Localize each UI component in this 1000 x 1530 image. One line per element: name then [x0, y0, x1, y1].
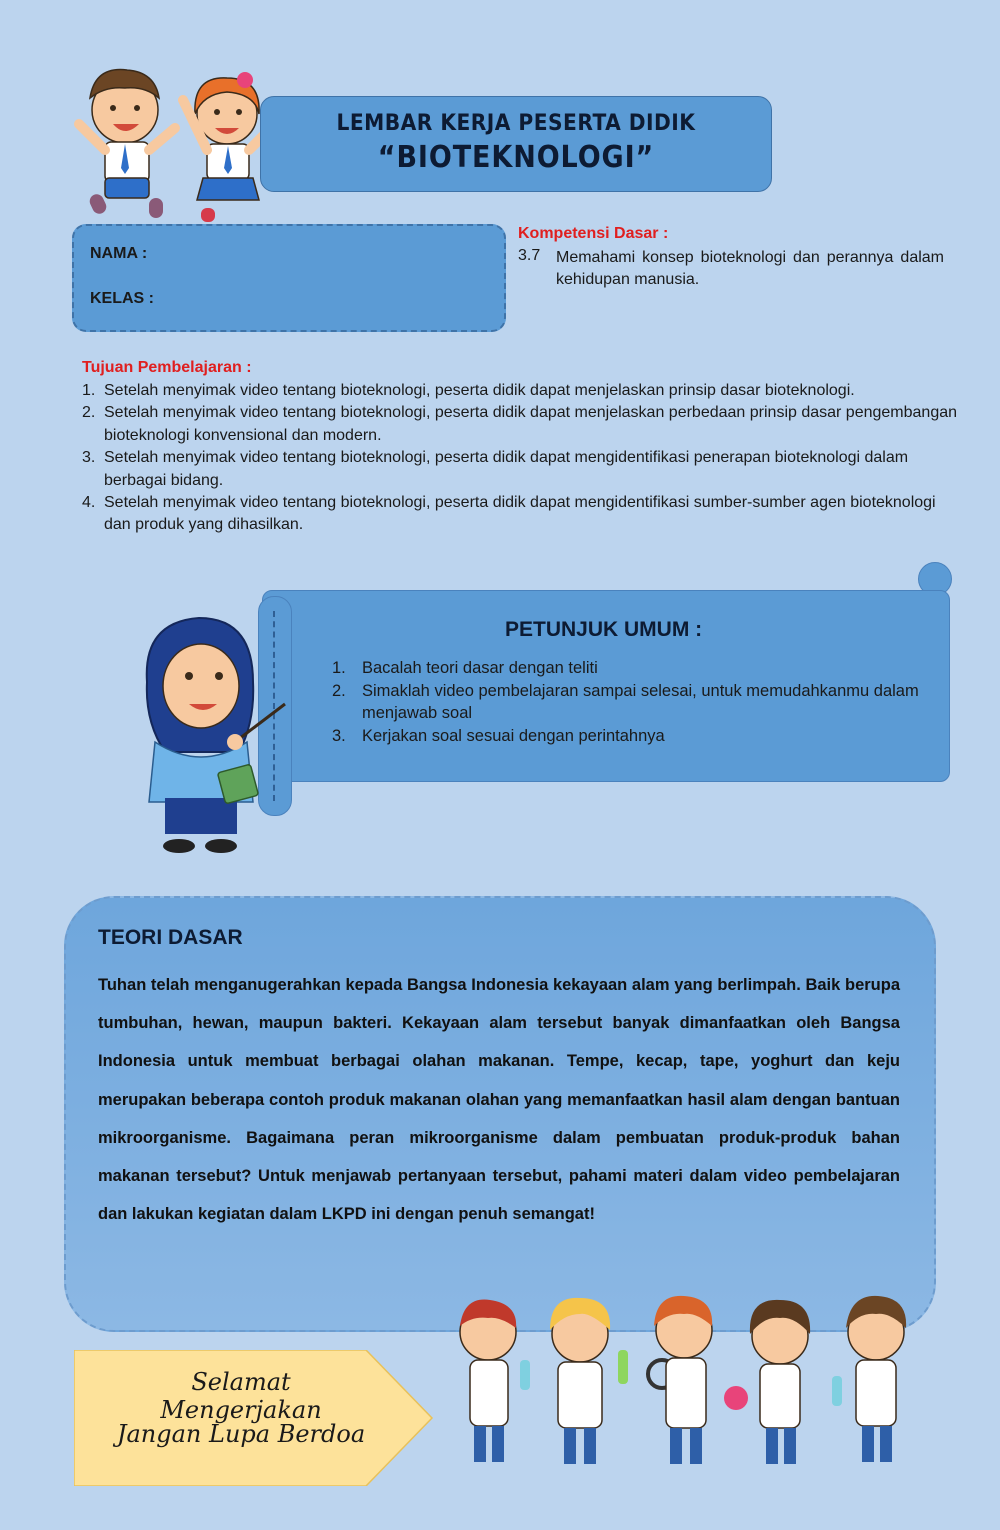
scientists-illustration — [440, 1290, 926, 1476]
students-illustration — [55, 58, 285, 236]
list-item: 1. Bacalah teori dasar dengan teliti — [332, 659, 598, 677]
list-item: 3. Kerjakan soal sesuai dengan perintahnya — [332, 726, 665, 745]
worksheet-subject: “BIOTEKNOLOGI” — [377, 140, 655, 175]
teori-title: TEORI DASAR — [98, 926, 243, 949]
teori-paragraph: Tuhan telah menganugerahkan kepada Bangsa Indonesia kekayaan alam yang berlimpah. Baik berupa tumbuhan, hewan, maupun bakteri. Kekayaan alam tersebut banyak dimanfaatkan oleh Bangsa Indonesia untuk membuat berbagai olahan makanan. Tempe, kecap, tape, yoghurt dan keju merupakan beberapa contoh produk makanan olahan yang memanfaatkan hasil alam dengan bantuan mikroorganisme. Bagaimana peran mikroorganisme dalam pembuatan produk-produk bahan makanan tersebut? Untuk menjawab pertanyaan tersebut, pahami materi dalam video pembelajaran dan lakukan kegiatan dalam LKPD ini dengan penuh semangat! — [98, 976, 900, 1224]
banner-line-1: Selamat Mengerjakan — [160, 1368, 322, 1424]
tujuan-list — [82, 380, 962, 537]
class-label: KELAS : — [90, 290, 154, 307]
tujuan-title: Tujuan Pembelajaran : — [82, 359, 252, 376]
list-item: 2. Setelah menyimak video tentang bioteknologi, peserta didik dapat menjelaskan perbedaan prinsip dasar pengembangan bioteknologi konvensional dan modern. — [82, 404, 958, 444]
list-item: 3. Setelah menyimak video tentang bioteknologi, peserta didik dapat mengidentifikasi penerapan bioteknologi dalam berbagai bidang. — [82, 449, 909, 489]
list-item: 1. Setelah menyimak video tentang bioteknologi, peserta didik dapat menjelaskan prinsip dasar bioteknologi. — [82, 382, 855, 399]
list-item: 2. Simaklah video pembelajaran sampai selesai, untuk memudahkanmu dalam menjawab soal — [332, 681, 919, 722]
petunjuk-title: PETUNJUK UMUM : — [505, 618, 703, 641]
list-item: 4. Setelah menyimak video tentang bioteknologi, peserta didik dapat mengidentifikasi sumber-sumber agen bioteknologi dan produk yang dihasilkan. — [82, 494, 936, 534]
identity-box — [72, 224, 506, 332]
banner-line-2: Jangan Lupa Berdoa — [116, 1420, 366, 1448]
teacher-illustration — [135, 612, 295, 858]
kompetensi-text: Memahami konsep bioteknologi dan perannya dalam kehidupan manusia. — [556, 249, 944, 288]
name-label: NAMA : — [90, 245, 148, 262]
kompetensi-number: 3.7 — [518, 247, 541, 264]
kompetensi-title: Kompetensi Dasar : — [518, 225, 669, 242]
petunjuk-list — [332, 657, 932, 747]
worksheet-title-box — [260, 96, 772, 192]
worksheet-title: LEMBAR KERJA PESERTA DIDIK — [336, 111, 696, 136]
